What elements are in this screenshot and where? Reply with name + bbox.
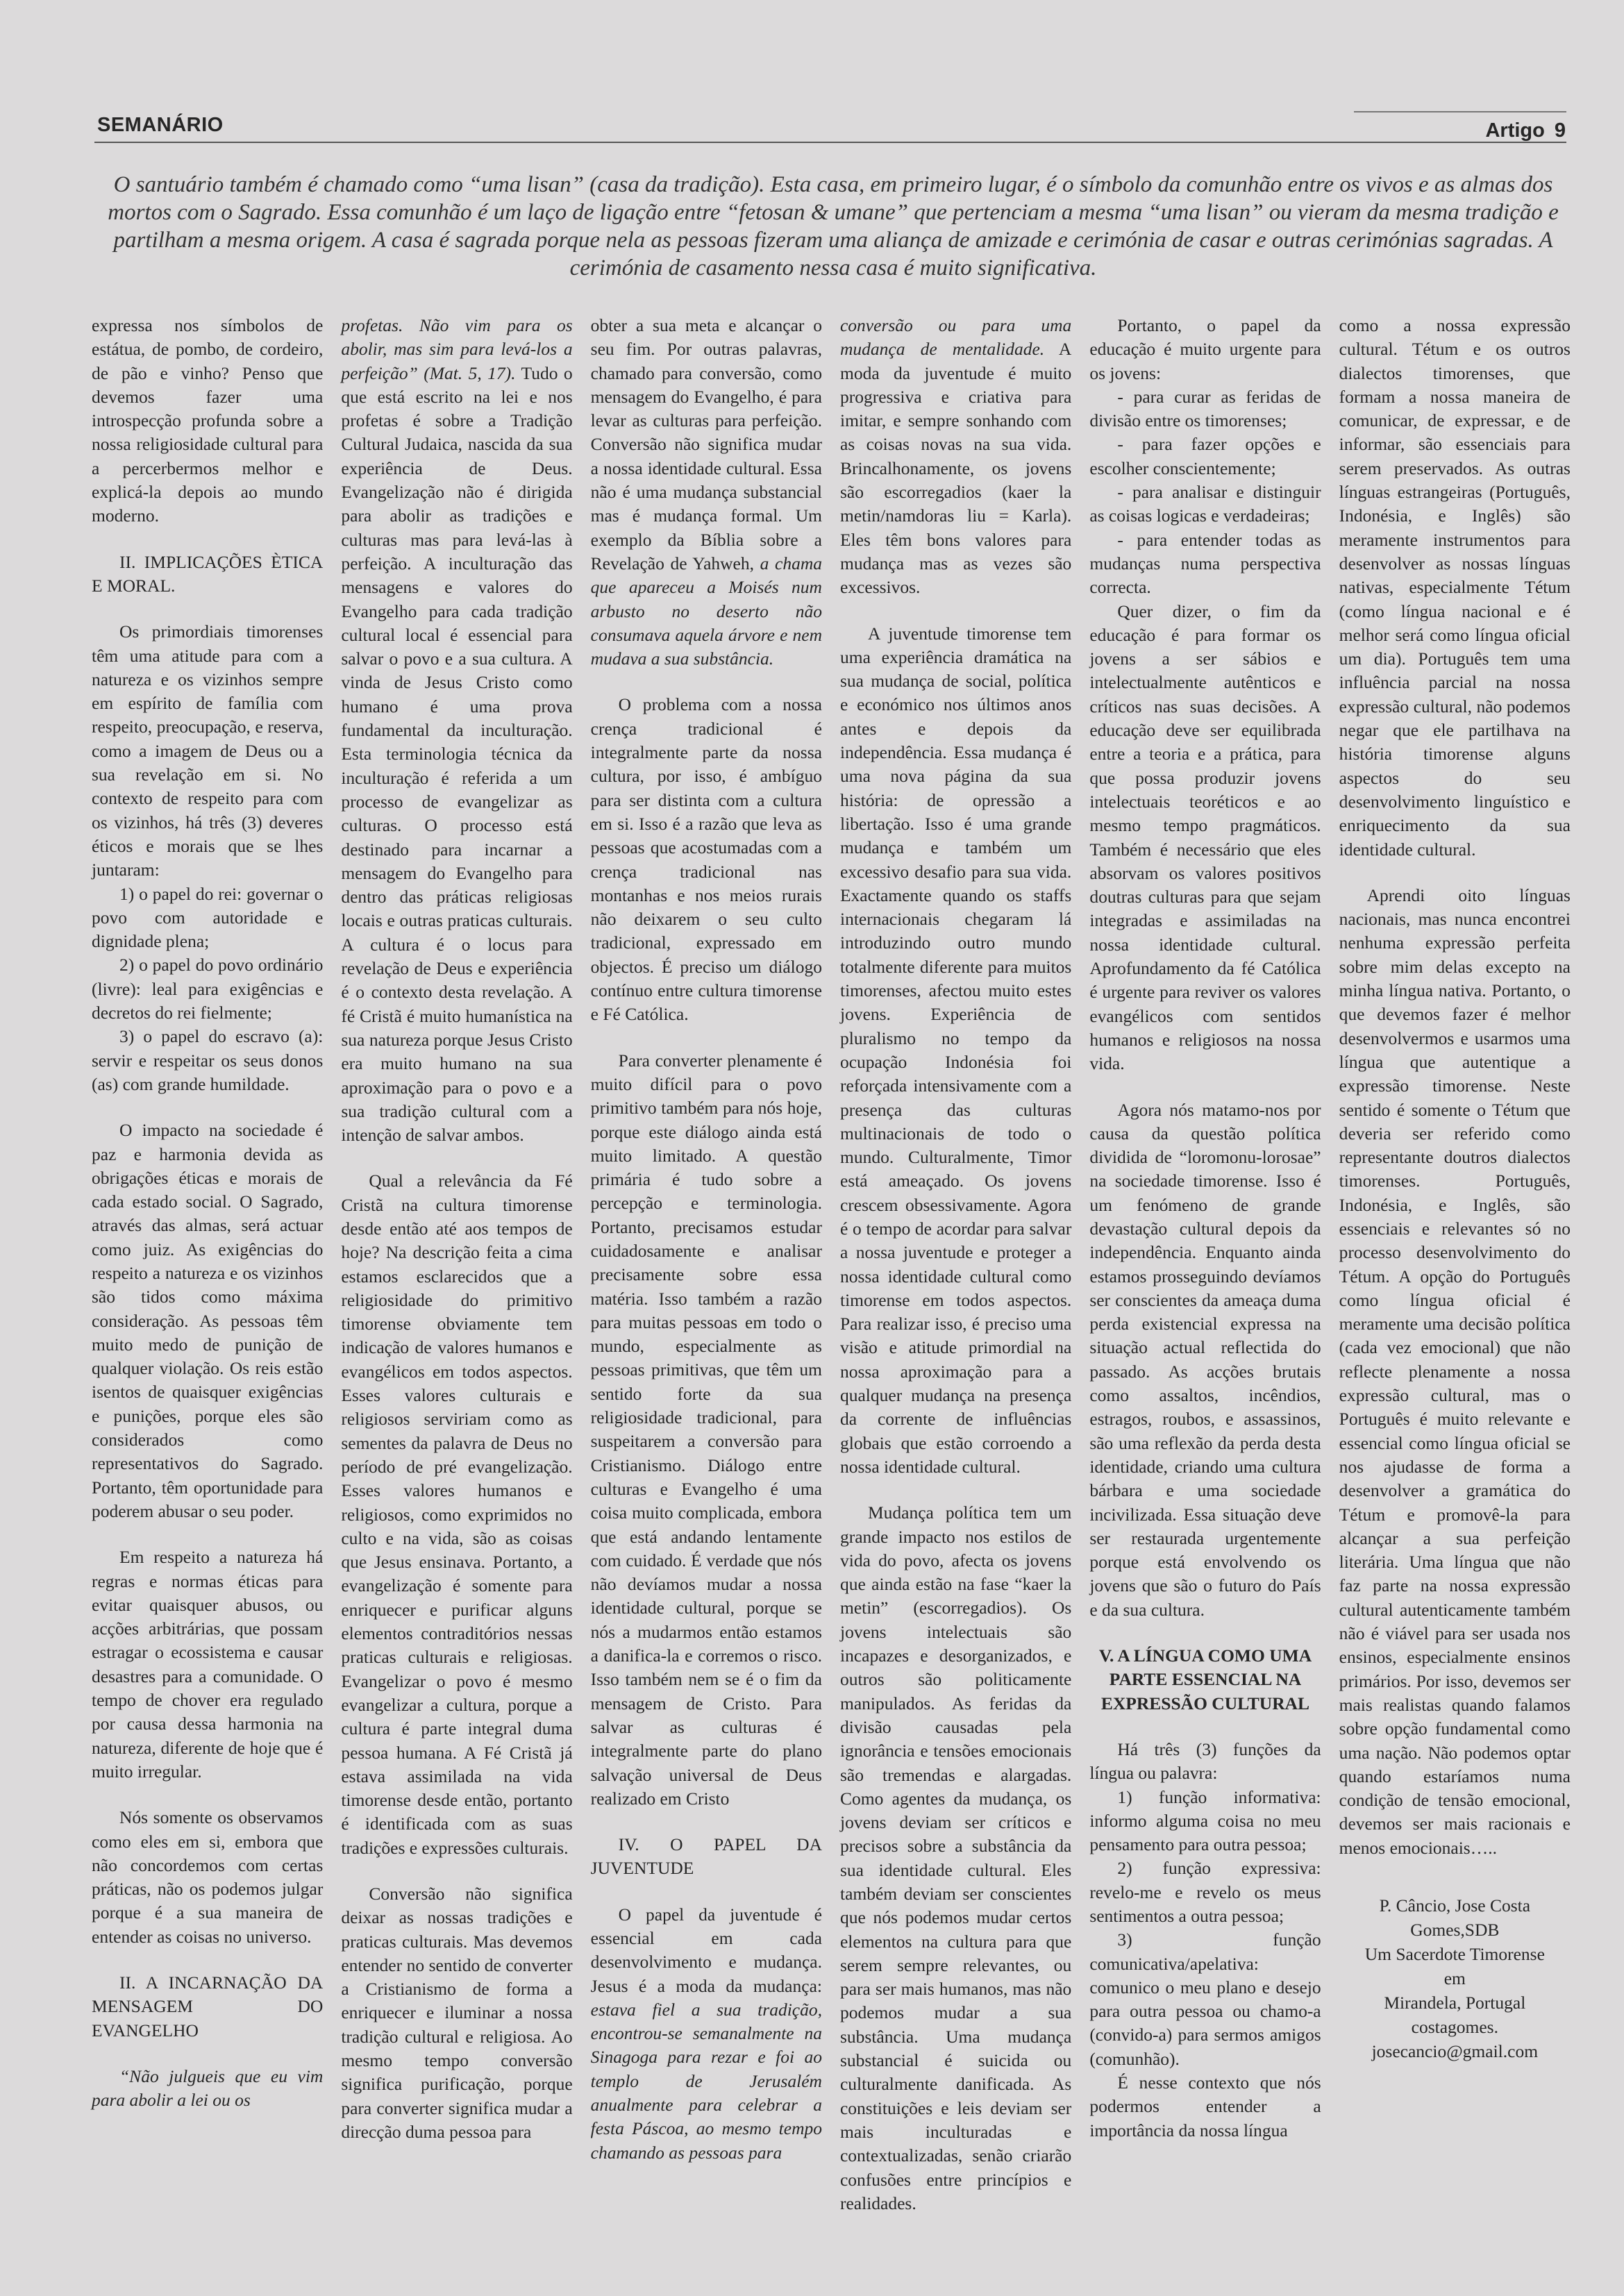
header-rule-short: [1354, 111, 1566, 112]
paragraph: O problema com a nossa crença tradicional é integralmente parte da nossa cultura, por isso, é ambíguo para ser distinta com a cultura em si. Isso é a razão que leva as pessoas que acostumadas com a crença tradicional nas montanhas e nos meios rurais não deixarem o seu culto tradicional, expressado em objectos. É preciso um diálogo contínuo entre cultura timorense e Fé Católica.: [590, 694, 822, 1025]
intro-paragraph: O santuário também é chamado como “uma lisan” (casa da tradição). Esta casa, em primeiro lugar, é o símbolo da comunhão entre os vivos e as almas dos mortos com o Sagrado. Essa comunhão é um laço de ligação entre “fetosan & umane” que pertenciam a mesma “uma lisan” ou vieram da mesma tradição e partilham a mesma origem. A casa é sagrada porque nela as pessoas fizeram uma aliança de amizade e cerimónia de casar e outras cerimónias sagradas. A cerimónia de casamento nessa casa é muito significativa.: [108, 172, 1559, 280]
section-heading: V. A LÍNGUA COMO UMA PARTE ESSENCIAL NA EXPRESSÃO CULTURAL: [1098, 1645, 1312, 1713]
paragraph: Os primordiais timorenses têm uma atitude para com a natureza e os vizinhos sempre em espírito de família com respeito, preocupação, e reserva, como a imagem de Deus ou a sua revelação em si. No contexto de respeito para com os vizinhos, há três (3) deveres éticos e morais que se lhes juntaram:: [92, 621, 324, 880]
paragraph: [840, 314, 1071, 600]
page-number: 9: [1554, 119, 1566, 142]
paragraph: Conversão não significa deixar as nossas tradições e praticas culturais. Mas devemos entender no sentido de converter a Cristianismo de forma a enriquecer e iluminar a nossa tradição cultural e religiosa. Ao mesmo tempo conversão significa purificação, porque para converter significa mudar a direcção duma pessoa para: [341, 1884, 573, 2142]
author-location-prefix: em: [1443, 1968, 1466, 1988]
paragraph: Aprendi oito línguas nacionais, mas nunca encontrei nenhuma expressão perfeita sobre mim delas excepto na minha língua nativa. Portanto, o que devemos fazer é melhor desenvolvermos e usarmos uma língua que autentique a expressão timorense. Neste sentido é somente o Tétum que deveria ser referido como representante doutros dialectos timorenses. Português, Indonésia, e Inglês, são essenciais e relevantes só no processo desenvolvimento do Tétum. A opção do Português como língua oficial é meramente uma decisão política (cada vez emocional) que não reflecte plenamente a nossa expressão cultural, mas o Português é muito relevante e essencial como língua oficial se nos ajudasse de forma a desenvolver a gramática do Tétum e promovê-la para alcançar a sua perfeição literária. Uma língua que não faz parte na nossa expressão cultural autenticamente também não é viável para ser usada nos ensinos, especialmente ensinos primários. Por isso, devemos ser mais realistas quando falamos sobre opção fundamental como uma nação. Não podemos optar quando estaríamos numa condição de tensão emocional, devemos ser mais racionais e menos emocionais…..: [1339, 885, 1571, 1858]
list-item: 3) o papel do escravo (a): servir e respeitar os seus donos (as) com grande humildade.: [92, 1026, 324, 1094]
paragraph: Qual a relevância da Fé Cristã na cultura timorense desde então até aos tempos de hoje? Na descrição feita a cima estamos esclarecidos que a religiosidade do primitivo timorense obviamente tem indicação de valores humanos e evangélicos em todos aspectos. Esses valores culturais e religiosos serviriam como as sementes da palavra de Deus no período de pré evangelização. Esses valores humanos e religiosos, como exprimidos no culto e na vida, são as coisas que Jesus ensinava. Portanto, a evangelização é somente para enriquecer e purificar alguns elementos contraditórios nessas praticas culturais e religiosas. Evangelizar o povo é mesmo evangelizar a cultura, porque a cultura é parte integral duma pessoa humana. A Fé Cristã já estava assimilada na vida timorense desde então, portanto é identificada com as suas tradições e expressões culturais.: [341, 1171, 573, 1858]
section-heading: II. IMPLICAÇÕES ÈTICA E MORAL.: [92, 551, 324, 596]
author-signature: [1339, 1893, 1571, 2063]
header-rule: [94, 142, 1566, 143]
column-2: [341, 314, 572, 2202]
publication-name: SEMANÁRIO: [97, 114, 224, 136]
list-item: 2) o papel do povo ordinário (livre): leal para exigências e decretos do rei fielmente;: [92, 955, 324, 1023]
column-5: [1089, 314, 1321, 2202]
paragraph: [591, 1903, 822, 2165]
author-email: josecancio@gmail.com: [1371, 2041, 1539, 2061]
list-item: 1) o papel do rei: governar o povo com autoridade e dignidade plena;: [92, 883, 324, 952]
list-item: 1) função informativa: informo alguma coisa no meu pensamento para outra pessoa;: [1089, 1786, 1321, 1855]
quote: conversão ou para uma mudança de mentalidade.: [839, 315, 1072, 360]
paragraph: Nós somente os observamos como eles em si, embora que não concordemos com certas práticas, não os podemos julgar porque é a sua maneira de entender as coisas no universo.: [92, 1807, 324, 1947]
paragraph-text: A moda da juventude é muito progressiva e criativa para imitar, e sempre sonhando com as coisas novas na sua vida. Brincalhonamente, os jovens são escorregadios (kaer la metin/namdoras liu = Karla). Eles têm bons valores para mudança mas as vezes são excessivos.: [839, 339, 1072, 598]
author-name: P. Câncio, Jose Costa Gomes,SDB: [1379, 1895, 1531, 1940]
column-6: [1339, 314, 1571, 2202]
list-item: 2) função expressiva: revelo-me e revelo os meus sentimentos a outra pessoa;: [1089, 1858, 1321, 1926]
list-item: - para curar as feridas de divisão entre os timorenses;: [1089, 386, 1321, 431]
author-location: Mirandela, Portugal: [1384, 1993, 1526, 2013]
list-item: - para entender todas as mudanças numa perspectiva correcta.: [1089, 529, 1321, 598]
article-columns: [92, 314, 1571, 2213]
list-item: 3) função comunicativa/apelativa: comunico o meu plano e desejo para outra pessoa ou chamo-a (convido-a) para sermos amigos (comunhão).: [1089, 1929, 1321, 2069]
paragraph: Em respeito a natureza há regras e normas éticas para evitar quaisquer abusos, ou acções arbitrárias, que possam estragar o ecossistema e causar desastres para a comunidade. O tempo de chover era regulado por causa dessa harmonia na natureza, diferente de hoje que é muito irregular.: [92, 1547, 324, 1782]
paragraph: Portanto, o papel da educação é muito urgente para os jovens:: [1089, 315, 1321, 383]
section-name: Artigo: [1485, 119, 1545, 142]
paragraph: Agora nós matamo-nos por causa da questão política dividida de “loromonu-lorosae” na sociedade timorense. Isso é um fenómeno de grande devastação cultural depois da independência. Enquanto ainda estamos prosseguindo devíamos ser conscientes da ameaça duma perda existencial expressa na situação actual reflectida do passado. As acções brutais como assaltos, incêndios, estragos, roubos, e assassinos, são uma reflexão da perda desta identidade, criando uma cultura bárbara e uma sociedade incivilizada. Essa situação deve ser restaurada urgentemente porque está envolvendo os jovens que são o futuro do País e da sua cultura.: [1089, 1099, 1321, 1620]
quote: a chama que apareceu a Moisés num arbusto no deserto não consumava aquela árvore e nem mudava a sua substância.: [590, 553, 822, 669]
section-heading: II. A INCARNAÇÃO DA MENSAGEM DO EVANGELHO: [92, 1972, 324, 2041]
paragraph-text: O papel da juventude é essencial em cada desenvolvimento e mudança. Jesus é a moda da mudança:: [590, 1904, 822, 1996]
paragraph: Para converter plenamente é muito difícil para o povo primitivo também para nós hoje, porque este diálogo ainda está muito limitado. A questão primária é tudo sobre a percepção e terminologia. Portanto, precisamos estudar cuidadosamente e analisar precisamente sobre essa matéria. Isso também a razão para muitas pessoas em todo o mundo, especialmente as pessoas primitivas, que têm um sentido forte da sua religiosidade tradicional, para suspeitarem a conversão para Cristianismo. Diálogo entre culturas e Evangelho é uma coisa muito complicada, embora que está andando lentamente com cuidado. É verdade que nós não devíamos mudar a nossa identidade cultural, porque se nós a mudarmos então estamos a danifica-la e corremos o risco. Isso também nem se é o fim da mensagem de Cristo. Para salvar as culturas é integralmente parte do plano salvação universal de Deus realizado em Cristo: [590, 1050, 822, 1809]
quote: estava fiel a sua tradição, encontrou-se semanalmente na Sinagoga para rezar e foi ao templo de Jerusalém anualmente para celebrar a festa Páscoa, ao mesmo tempo chamando as pessoas para: [590, 1999, 822, 2163]
list-item: - para fazer opções e escolher conscientemente;: [1089, 434, 1321, 478]
column-4: [839, 314, 1072, 2213]
paragraph: [341, 314, 572, 1147]
paragraph-text: Tudo o que está escrito na lei e nos profetas é sobre a Tradição Cultural Judaica, nascida da sua experiência de Deus. Evangelização não é dirigida para abolir as tradições e culturas mas para levá-las à perfeição. A inculturação das mensagens e valores do Evangelho para cada tradição cultural local é essencial para salvar o povo e a sua cultura. A vinda de Jesus Cristo como humano é uma prova fundamental da inculturação. Esta terminologia técnica da inculturação é referida a um processo de evangelizar as culturas. O processo está destinado para incarnar a mensagem do Evangelho para dentro das práticas religiosas locais e outras praticas culturais. A cultura é o locus para revelação de Deus e experiência é o contexto desta revelação. A fé Cristã é muito humanística na sua natureza porque Jesus Cristo era muito humano na sua aproximação para o povo e a sua tradição cultural com a intenção de salvar ambos.: [341, 362, 573, 1146]
author-title: Um Sacerdote Timorense: [1364, 1944, 1545, 1964]
paragraph: expressa nos símbolos de estátua, de pombo, de cordeiro, de pão e vinho? Penso que devemos fazer uma introspecção profunda sobre a nossa religiosidade cultural para a percerbermos melhor e explicá-la depois ao mundo moderno.: [92, 315, 324, 526]
quote: “Não julgueis que eu vim para abolir a lei ou os: [92, 2065, 324, 2111]
quote: profetas. Não vim para os abolir, mas sim para levá-los a perfeição” (Mat. 5, 17).: [341, 315, 573, 383]
paragraph: É nesse contexto que nós podermos entender a importância da nossa língua: [1089, 2072, 1321, 2140]
paragraph: O impacto na sociedade é paz e harmonia devida as obrigações éticas e morais de cada estado social. O Sagrado, através das almas, será actuar como juiz. As exigências do respeito a natureza e os vizinhos são tidos como máxima consideração. As pessoas têm muito medo de punição de qualquer violação. Os reis estão isentos de quaisquer exigências e punições, porque eles são considerados como representativos do Sagrado. Portanto, têm oportunidade para poderem abusar o seu poder.: [92, 1120, 324, 1521]
paragraph: Mudança política tem um grande impacto nos estilos de vida do povo, afecta os jovens que ainda estão na fase “kaer la metin” (escorregadios). Os jovens intelectuais são incapazes e desorganizados, e outros são politicamente manipulados. As feridas da divisão causadas pela ignorância e tensões emocionais são tremendas e alargadas. Como agentes da mudança, os jovens deviam ser críticos e precisos sobre a substância da sua identidade cultural. Eles também deviam ser conscientes que nós podemos mudar certos elementos na cultura para que serem sempre relevantes, ou para ser mais humanos, mas não podemos mudar a sua substância. Uma mudança substancial é suicida ou culturalmente danificada. As constituições e leis deviam ser mais inculturadas e contextualizadas, senão criarão confusões entre princípios e realidades.: [839, 1502, 1072, 2213]
page-label: [1475, 119, 1566, 142]
list-item: - para analisar e distinguir as coisas logicas e verdadeiras;: [1089, 482, 1321, 526]
author-email-user: costagomes.: [1411, 2017, 1498, 2037]
column-1: [92, 314, 323, 2202]
section-heading: IV. O PAPEL DA JUVENTUDE: [590, 1834, 822, 1879]
paragraph: Quer dizer, o fim da educação é para formar os jovens a ser sábios e intelectualmente autênticos e críticos nas suas decisões. A educação deve ser equilibrada entre a teoria e a prática, para que possa produzir jovens intelectuais teoréticos e ao mesmo tempo pragmáticos. Também é necessário que eles absorvam os valores positivos doutras culturas para que sejam integradas e assimiladas na nossa identidade cultural. Aprofundamento da fé Católica é urgente para reviver os valores evangélicos com sentidos humanos e religiosos na nossa vida.: [1089, 601, 1321, 1074]
paragraph: como a nossa expressão cultural. Tétum e os outros dialectos timorenses, que formam a nossa maneira de comunicar, de expressar, e de informar, são essenciais para serem preservados. As outras línguas estrangeiras (Português, Indonésia, e Inglês) são meramente instrumentos para desenvolver as nossas línguas nativas, especialmente Tétum (como língua nacional e é melhor será como língua oficial um dia). Português tem uma influência parcial na nossa expressão cultural, não podemos negar que ele partilhava na história timorense alguns aspectos do seu desenvolvimento linguístico e enriquecimento da sua identidade cultural.: [1339, 315, 1571, 860]
paragraph: [591, 314, 822, 671]
paragraph: A juventude timorense tem uma experiência dramática na sua mudança de social, política e económico nos últimos anos antes e depois da independência. Essa mudança é uma nova página da sua história: de opressão a libertação. Isso é uma grande mudança e também um excessivo desafio para sua vida. Exactamente quando os staffs internacionais chegaram lá introduzindo outro mundo totalmente diferente para muitos timorenses, afectou muito estes jovens. Experiência de pluralismo no tempo da ocupação Indonésia foi reforçada intensivamente com a presença das culturas multinacionais de todo o mundo. Culturalmente, Timor está ameaçado. Os jovens crescem obsessivamente. Agora é o tempo de acordar para salvar a nossa juventude e proteger a nossa identidade cultural como timorense em todos aspectos. Para realizar isso, é preciso uma visão e atitude primordial na nossa aproximação para a qualquer mudança na presença da corrente de influências globais que estão corroendo a nossa identidade cultural.: [839, 623, 1072, 1477]
paragraph: Há três (3) funções da língua ou palavra:: [1089, 1738, 1321, 1784]
column-3: [591, 314, 822, 2202]
paragraph-text: obter a sua meta e alcançar o seu fim. Por outras palavras, chamado para conversão, como mensagem do Evangelho, é para levar as culturas para perfeição. Conversão não significa mudar a nossa identidade cultural. Essa não é uma mudança substancial mas é mudança formal. Um exemplo da Bíblia sobre a Revelação de Yahweh,: [590, 315, 822, 573]
